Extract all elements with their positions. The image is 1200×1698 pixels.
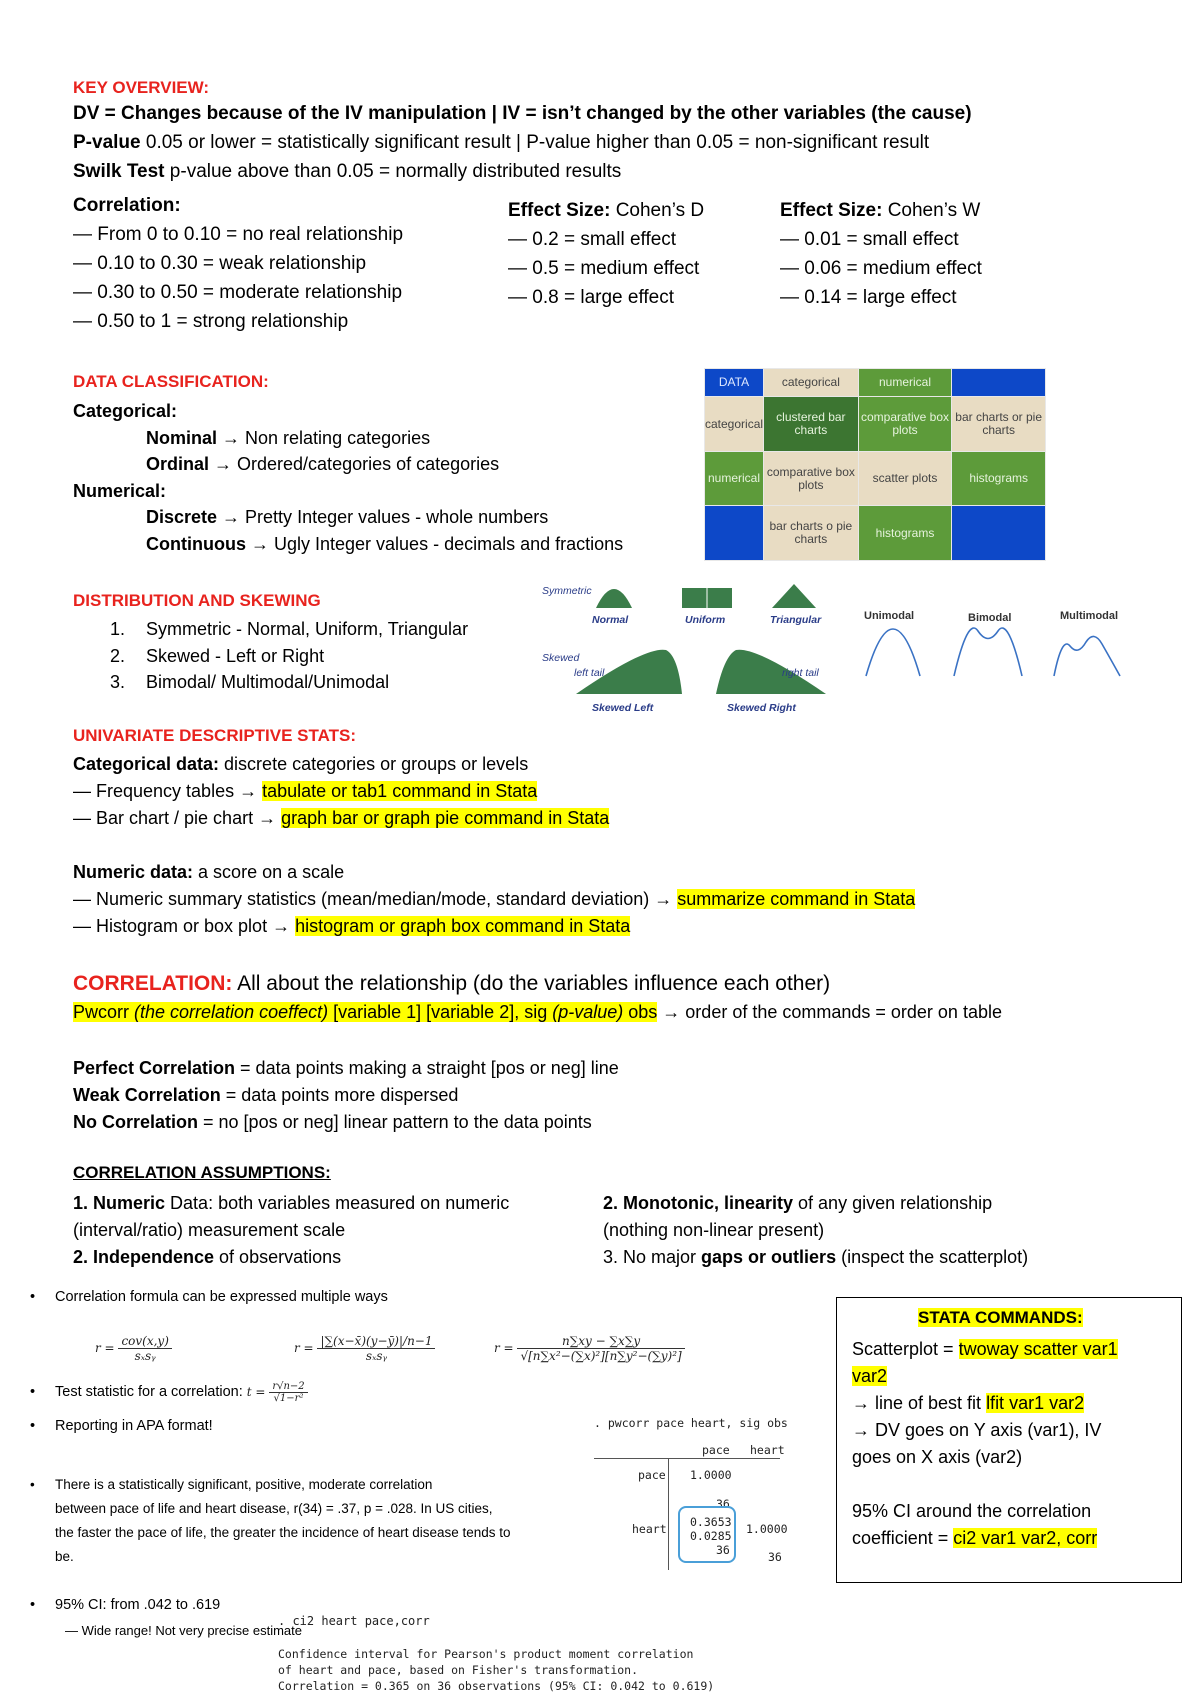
cohens-w-item: — 0.06 = medium effect	[780, 258, 982, 279]
stata-box-text: coefficient =	[852, 1528, 954, 1548]
assumption-item: (nothing non-linear present)	[603, 1220, 825, 1240]
fig-label-skewed-right: Skewed Right	[727, 702, 796, 714]
unimodal-curve-icon	[866, 629, 920, 676]
cohens-d-item: — 0.8 = large effect	[508, 287, 674, 308]
stata-value: 0.0285	[690, 1529, 732, 1543]
cohens-w-list	[780, 196, 982, 312]
cohens-d-list	[508, 196, 704, 312]
stata-pwcorr-command: . pwcorr pace heart, sig obs	[594, 1416, 788, 1430]
formula-denominator: √[n∑x²−(∑x)²][n∑y²−(∑y)²]	[520, 1349, 682, 1363]
formula-2	[294, 1334, 435, 1363]
p-text: 0.05 or lower = statistically significant result | P-value higher than 0.05 = non-significant result	[140, 132, 930, 153]
discrete-text: → Pretty Integer values - whole numbers	[217, 507, 549, 527]
bar-chart-text: — Bar chart / pie chart →	[73, 808, 282, 828]
correlation-heading: CORRELATION:	[73, 972, 233, 995]
discrete-line	[73, 504, 623, 531]
slide-sub-bullet: — Wide range! Not very precise estimate	[65, 1623, 302, 1638]
stata-ci-output: Confidence interval for Pearson's product moment correlation	[278, 1647, 694, 1661]
stata-commands-heading-text: STATA COMMANDS:	[918, 1308, 1083, 1327]
correlation-item: — From 0 to 0.10 = no real relationship	[73, 224, 404, 245]
pwcorr-part: (p-value)	[552, 1002, 624, 1022]
apa-text-line: There is a statistically significant, positive, moderate correlation	[55, 1477, 433, 1492]
bar-chart-highlight: graph bar or graph pie command in Stata	[281, 808, 610, 828]
perfect-correlation-label: Perfect Correlation	[73, 1058, 236, 1078]
assumption-text: Data: both variables measured on numeric	[165, 1193, 510, 1213]
perfect-correlation-line	[73, 1055, 619, 1082]
frequency-highlight: tabulate or tab1 command in Stata	[262, 781, 538, 801]
cohens-d-title-bold: Effect Size:	[508, 200, 611, 221]
apa-text-line: the faster the pace of life, the greater the incidence of heart disease tends to	[55, 1525, 511, 1540]
slide-bullet-text: 95% CI: from .042 to .619	[55, 1597, 221, 1613]
fig-label-unimodal: Unimodal	[864, 610, 915, 622]
formula-numerator: |∑(x−x̄)(y−ȳ)|/n−1	[317, 1334, 435, 1349]
slide-bullet-4	[30, 1473, 511, 1569]
pwcorr-line	[73, 1002, 1002, 1023]
grid-cell: bar charts or pie charts	[952, 397, 1046, 452]
correlation-types-list	[73, 1055, 619, 1136]
fig-label-triangular: Triangular	[770, 614, 822, 626]
apa-text-line: be.	[55, 1549, 74, 1564]
assumption-bold: Monotonic, linearity	[623, 1193, 794, 1213]
distribution-item-text: Skewed - Left or Right	[146, 645, 325, 666]
normal-shape-icon	[596, 589, 632, 608]
dv-line	[73, 103, 972, 125]
stata-box-highlight: twoway scatter var1	[958, 1339, 1118, 1359]
categorical-data-label: Categorical data:	[73, 754, 220, 774]
assumption-item	[603, 1244, 1028, 1271]
multimodal-curve-icon	[1054, 636, 1120, 676]
stata-value: 1.0000	[746, 1522, 788, 1536]
assumption-text: (inspect the scatterplot)	[836, 1247, 1029, 1267]
nominal-label: Nominal	[146, 427, 218, 448]
cohens-d-title-rest: Cohen’s D	[610, 200, 705, 221]
cohens-w-item: — 0.14 = large effect	[780, 287, 957, 308]
stata-box-text: → line of best fit	[852, 1393, 987, 1413]
fig-label-bimodal: Bimodal	[968, 612, 1012, 624]
pwcorr-part: (the correlation coeffect)	[134, 1002, 329, 1022]
formula-numerator: n∑xy − ∑x∑y	[517, 1334, 684, 1349]
weak-correlation-text: = data points more dispersed	[220, 1085, 459, 1105]
distribution-item	[110, 669, 468, 696]
no-correlation-label: No Correlation	[73, 1112, 199, 1132]
fig-label-skewed: Skewed	[542, 652, 580, 664]
grid-cell: numerical	[705, 451, 764, 506]
bullet-icon: •	[30, 1289, 36, 1305]
distribution-item	[110, 643, 468, 670]
fig-label-left-tail: left tail	[574, 667, 605, 679]
grid-cell: DATA	[705, 369, 764, 397]
slide-bullet-text: Reporting in APA format!	[55, 1418, 213, 1434]
stata-ci2-command: . ci2 heart pace,corr	[278, 1614, 430, 1628]
assumptions-heading: CORRELATION ASSUMPTIONS:	[73, 1163, 331, 1182]
numeric-data-label: Numeric data:	[73, 862, 194, 882]
weak-correlation-line	[73, 1082, 619, 1109]
assumption-text: of observations	[214, 1247, 342, 1267]
stata-box-line: goes on X axis (var2)	[852, 1447, 1023, 1467]
stata-col-header: pace	[702, 1443, 730, 1457]
stata-box-line	[852, 1525, 1118, 1552]
fig-label-symmetric: Symmetric	[542, 585, 592, 597]
formula-lhs: r =	[294, 1341, 314, 1355]
formula-lhs: r =	[95, 1341, 115, 1355]
grid-cell: histograms	[952, 451, 1046, 506]
stata-box-line	[852, 1336, 1118, 1363]
fig-label-skewed-left: Skewed Left	[592, 702, 654, 714]
bullet-icon: •	[30, 1477, 35, 1492]
stata-box-highlight: lfit var1 var2	[986, 1393, 1085, 1413]
cohens-d-item: — 0.2 = small effect	[508, 229, 677, 250]
assumptions-right-list	[603, 1190, 1028, 1271]
list-number: 3.	[110, 672, 126, 692]
grid-cell: bar charts o pie charts	[764, 506, 859, 561]
cohens-d-item: — 0.5 = medium effect	[508, 258, 700, 279]
nominal-line	[73, 425, 623, 452]
stata-value: 1.0000	[690, 1468, 732, 1482]
nominal-text: → Non relating categories	[217, 427, 431, 448]
distribution-item	[110, 616, 468, 643]
assumption-num: 1.	[73, 1193, 94, 1213]
assumption-bold: gaps or outliers	[701, 1247, 837, 1267]
grid-cell: categorical	[705, 397, 764, 452]
correlation-strength-list	[73, 191, 403, 336]
bullet-icon: •	[30, 1597, 36, 1613]
swilk-line	[73, 161, 621, 183]
distribution-heading: DISTRIBUTION AND SKEWING	[73, 591, 321, 610]
triangular-shape-icon	[772, 584, 816, 608]
formula-numerator: cov(x,y)	[118, 1334, 171, 1349]
data-classification-list	[73, 398, 623, 557]
correlation-item: — 0.30 to 0.50 = moderate relationship	[73, 282, 403, 303]
pwcorr-rest: → order of the commands = order on table	[657, 1002, 1002, 1022]
t-formula	[246, 1381, 308, 1404]
no-correlation-text: = no [pos or neg] linear pattern to the data points	[198, 1112, 592, 1132]
grid-cell	[705, 506, 764, 561]
continuous-line	[73, 531, 623, 558]
univariate-list	[73, 751, 915, 940]
histogram-highlight: histogram or graph box command in Stata	[295, 916, 631, 936]
stata-commands-heading	[918, 1308, 1083, 1328]
grid-cell: clustered bar charts	[764, 397, 859, 452]
stata-commands-list	[852, 1336, 1118, 1552]
assumption-item: (interval/ratio) measurement scale	[73, 1220, 346, 1240]
stata-ci-output: Correlation = 0.365 on 36 observations (95% CI: 0.042 to 0.619)	[278, 1679, 715, 1693]
stata-divider	[594, 1458, 780, 1459]
stata-box-line	[852, 1363, 1118, 1390]
assumption-item	[603, 1190, 1028, 1217]
grid-cell	[952, 369, 1046, 397]
fig-label-right-tail: right tail	[782, 667, 819, 679]
assumption-bold: Numeric	[93, 1193, 166, 1213]
correlation-item: — 0.50 to 1 = strong relationship	[73, 311, 349, 332]
key-overview-heading: KEY OVERVIEW:	[73, 78, 210, 97]
histogram-text: — Histogram or box plot →	[73, 916, 296, 936]
formula-3	[494, 1334, 685, 1363]
distribution-item-text: Symmetric - Normal, Uniform, Triangular	[146, 619, 469, 639]
distribution-list	[110, 616, 468, 696]
formula-lhs: t =	[246, 1385, 266, 1399]
discrete-label: Discrete	[146, 507, 218, 527]
swilk-text: p-value above than 0.05 = normally distributed results	[164, 161, 622, 182]
categorical-data-line	[73, 751, 915, 778]
correlation-item: — 0.10 to 0.30 = weak relationship	[73, 253, 367, 274]
bullet-icon: •	[30, 1384, 36, 1400]
no-correlation-line	[73, 1109, 619, 1136]
stata-divider	[668, 1458, 669, 1570]
stata-box-line: → DV goes on Y axis (var1), IV	[852, 1420, 1102, 1440]
cohens-w-title	[780, 196, 982, 225]
slide-bullet-2	[30, 1381, 308, 1404]
frequency-text: — Frequency tables →	[73, 781, 263, 801]
grid-cell	[952, 506, 1046, 561]
perfect-correlation-text: = data points making a straight [pos or neg] line	[235, 1058, 619, 1078]
bar-chart-line	[73, 805, 915, 832]
assumptions-left-list	[73, 1190, 509, 1271]
stata-value: 36	[716, 1497, 730, 1511]
stata-ci-output: of heart and pace, based on Fisher's transformation.	[278, 1663, 639, 1677]
fig-label-multimodal: Multimodal	[1060, 610, 1119, 622]
cohens-w-title-bold: Effect Size:	[780, 200, 883, 221]
stata-box-line	[852, 1390, 1118, 1417]
assumption-num: 3. No major	[603, 1247, 702, 1267]
cohens-w-title-rest: Cohen’s W	[882, 200, 981, 221]
correlation-title: Correlation:	[73, 195, 181, 216]
assumption-num: 2.	[603, 1193, 624, 1213]
grid-cell: scatter plots	[858, 451, 952, 506]
ordinal-text: → Ordered/categories of categories	[209, 454, 500, 474]
assumption-num: 2.	[73, 1247, 94, 1267]
cohens-w-item: — 0.01 = small effect	[780, 229, 959, 250]
histogram-line	[73, 913, 915, 940]
stata-value: 36	[768, 1550, 782, 1564]
summary-highlight: summarize command in Stata	[677, 889, 916, 909]
distribution-shapes-figure	[536, 576, 1136, 716]
pwcorr-part: [variable 1] [variable 2], sig	[328, 1002, 553, 1022]
ordinal-line	[73, 451, 623, 478]
bullet-icon: •	[30, 1418, 36, 1434]
list-number: 2.	[110, 645, 126, 666]
summary-text: — Numeric summary statistics (mean/median/mode, standard deviation) →	[73, 889, 678, 909]
dv-text: = Changes because of the IV manipulation | IV = isn’t changed by the other variables (the cause)	[99, 103, 972, 124]
distribution-item-text: Bimodal/ Multimodal/Unimodal	[146, 672, 390, 692]
grid-cell: comparative box plots	[858, 397, 952, 452]
stata-value: 0.3653	[690, 1515, 732, 1529]
stata-box-highlight: var2	[852, 1366, 888, 1386]
correlation-heading-line	[73, 972, 830, 996]
p-label: P-value	[73, 132, 141, 153]
grid-cell: numerical	[858, 369, 952, 397]
formula-denominator: sₓsᵧ	[134, 1349, 156, 1363]
univariate-heading: UNIVARIATE DESCRIPTIVE STATS:	[73, 726, 357, 745]
swilk-label: Swilk Test	[73, 161, 165, 182]
formula-numerator: r√n−2	[269, 1381, 307, 1393]
slide-bullet-5	[30, 1597, 220, 1613]
dv-label: DV	[73, 103, 100, 124]
formula-denominator: sₓsᵧ	[365, 1349, 387, 1363]
p-value-line	[73, 132, 929, 154]
pwcorr-part: Pwcorr	[73, 1002, 135, 1022]
apa-text-line: between pace of life and heart disease, r(34) = .37, p = .028. In US cities,	[55, 1501, 493, 1516]
stata-row-label: heart	[632, 1522, 667, 1536]
assumption-item	[73, 1190, 509, 1217]
weak-correlation-label: Weak Correlation	[73, 1085, 221, 1105]
slide-bullet-text: Test statistic for a correlation:	[55, 1384, 247, 1400]
stata-row-label: pace	[638, 1468, 666, 1482]
stata-box-text: Scatterplot =	[852, 1339, 959, 1359]
slide-bullet-3	[30, 1418, 213, 1434]
stata-box-line: 95% CI around the correlation	[852, 1501, 1092, 1521]
continuous-text: → Ugly Integer values - decimals and fractions	[245, 533, 624, 554]
formula-denominator: √1−r²	[273, 1393, 304, 1404]
stata-col-header: heart	[750, 1443, 785, 1457]
categorical-data-text: discrete categories or groups or levels	[219, 754, 529, 774]
grid-cell: comparative box plots	[764, 451, 859, 506]
continuous-label: Continuous	[146, 533, 246, 554]
bimodal-curve-icon	[954, 628, 1022, 676]
assumption-text: of any given relationship	[793, 1193, 993, 1213]
numeric-data-text: a score on a scale	[193, 862, 345, 882]
data-classification-heading: DATA CLASSIFICATION:	[73, 372, 269, 391]
data-type-chart-table	[704, 368, 1046, 561]
summary-line	[73, 886, 915, 913]
slide-bullet-1	[30, 1289, 388, 1305]
pwcorr-part: obs	[623, 1002, 658, 1022]
stata-box-highlight: ci2 var1 var2, corr	[953, 1528, 1098, 1548]
correlation-heading-rest: All about the relationship (do the variables influence each other)	[232, 972, 831, 995]
numerical-label: Numerical:	[73, 480, 167, 501]
list-number: 1.	[110, 619, 126, 639]
frequency-line	[73, 778, 915, 805]
slide-bullet-text: Correlation formula can be expressed multiple ways	[55, 1289, 388, 1305]
assumption-item	[73, 1244, 509, 1271]
formula-lhs: r =	[494, 1341, 514, 1355]
fig-label-uniform: Uniform	[685, 614, 726, 626]
grid-cell: categorical	[764, 369, 859, 397]
fig-label-normal: Normal	[592, 614, 629, 626]
cohens-d-title	[508, 196, 704, 225]
categorical-label: Categorical:	[73, 401, 178, 421]
formula-1	[95, 1334, 172, 1363]
numeric-data-line	[73, 859, 915, 886]
grid-cell: histograms	[858, 506, 952, 561]
ordinal-label: Ordinal	[146, 454, 210, 474]
assumption-bold: Independence	[93, 1247, 215, 1267]
stata-value: 36	[716, 1543, 730, 1557]
